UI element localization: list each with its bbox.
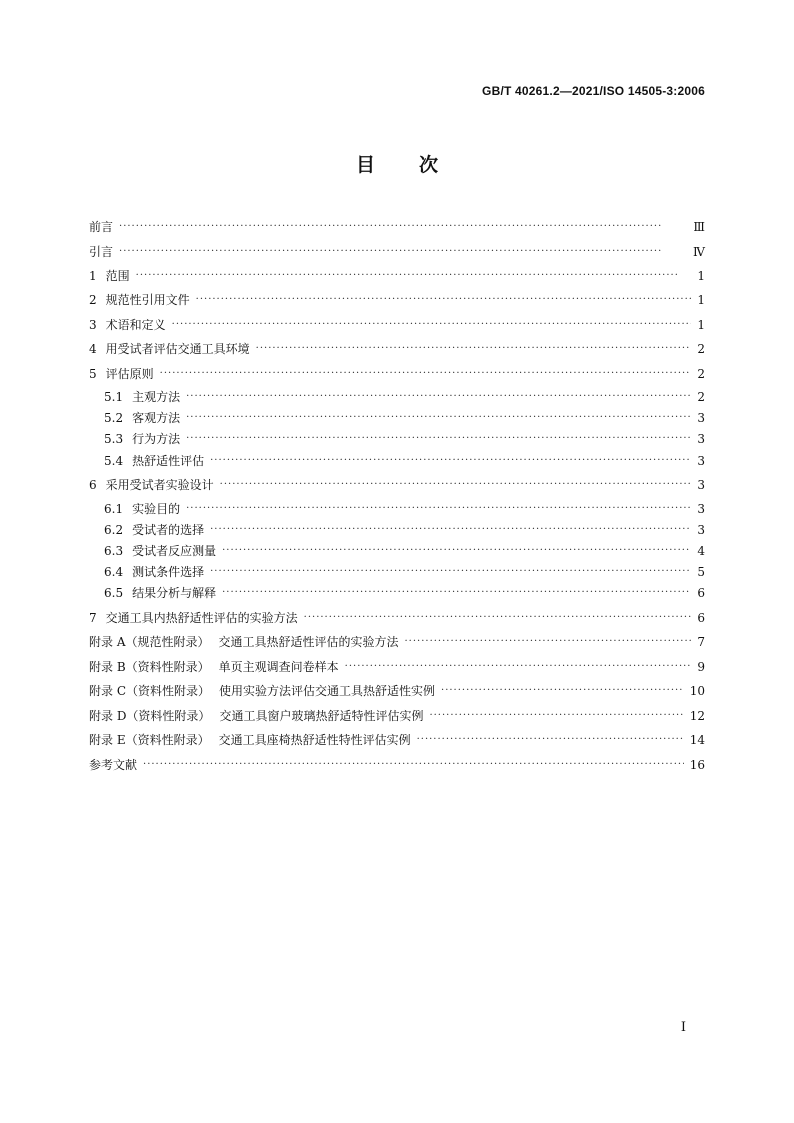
toc-number: 附录 D（资料性附录） [89,709,211,723]
toc-number: 6.4 [104,565,124,579]
toc-leader [304,608,692,628]
toc-label: 受试者的选择 [132,523,205,537]
toc-leader [256,339,692,359]
toc-entry-6-4[interactable] [104,562,705,582]
toc-label: 采用受试者实验设计 [105,478,214,492]
toc-number: 4 [89,342,97,356]
toc-entry-6[interactable] [89,475,705,495]
toc-label: 实验目的 [132,502,181,516]
toc-page: Ⅲ [693,220,705,234]
toc-page: 3 [697,523,705,537]
toc-entry-3[interactable] [89,315,705,335]
toc-number: 附录 E（资料性附录） [89,733,210,747]
toc-number: 7 [89,611,97,625]
toc-entry-bibliography[interactable] [89,755,705,775]
toc-page: 16 [689,758,705,772]
toc-entry-5-1[interactable] [104,387,705,407]
toc-label: 行为方法 [132,432,181,446]
toc-entry-6-1[interactable] [104,499,705,519]
toc-leader [136,266,692,286]
toc-page: 1 [697,318,705,332]
toc-label: 测试条件选择 [132,565,205,579]
toc-page: 5 [697,565,705,579]
toc-label: 受试者反应测量 [132,544,217,558]
toc-number: 附录 A（规范性附录） [89,635,210,649]
toc-entry-annex-d[interactable] [89,706,705,726]
toc-leader [222,541,691,561]
toc-entry-5-4[interactable] [104,451,705,471]
toc-label: 规范性引用文件 [105,293,190,307]
toc-number: 6.3 [104,544,124,558]
toc-number: 5.2 [104,411,124,425]
toc-entry-5-2[interactable] [104,408,705,428]
toc-leader [196,290,692,310]
toc-entry-annex-b[interactable] [89,657,705,677]
toc-page: Ⅳ [693,245,705,259]
toc-entry-5[interactable] [89,364,705,384]
toc-page: 12 [689,709,705,723]
toc-label: 术语和定义 [105,318,166,332]
toc-page: 7 [697,635,705,649]
toc-entry-2[interactable] [89,290,705,310]
toc-number: 附录 B（资料性附录） [89,660,210,674]
toc-number: 5.4 [104,454,124,468]
toc-entry-6-2[interactable] [104,520,705,540]
toc-leader [186,429,691,449]
toc-label: 用受试者评估交通工具环境 [105,342,250,356]
toc-number: 2 [89,293,97,307]
title-char-2: 次 [419,154,439,176]
toc-label: 评估原则 [105,367,154,381]
toc-entry-1[interactable] [89,266,705,286]
toc-entry-introduction[interactable] [89,242,705,262]
toc-page: 3 [697,454,705,468]
toc-number: 1 [89,269,97,283]
toc-number: 附录 C（资料性附录） [89,684,210,698]
toc-entry-foreword[interactable] [89,217,705,237]
toc-label: 交通工具座椅热舒适性特性评估实例 [218,733,411,747]
toc-label: 交通工具内热舒适性评估的实验方法 [105,611,298,625]
toc-leader [186,408,691,428]
page-title [0,150,794,177]
toc-leader [210,562,691,582]
toc-page: 1 [697,269,705,283]
toc-number: 6.2 [104,523,124,537]
toc-page: 6 [697,611,705,625]
toc-label: 使用实验方法评估交通工具热舒适性实例 [219,684,436,698]
toc-leader [220,475,692,495]
toc-entry-annex-a[interactable] [89,632,705,652]
toc-number: 6.5 [104,586,124,600]
toc-label: 单页主观调查问卷样本 [218,660,339,674]
page-folio: I [680,1020,686,1035]
toc-entry-4[interactable] [89,339,705,359]
toc-label: 引言 [89,245,114,259]
toc-leader [345,657,692,677]
toc-label: 参考文献 [89,758,138,772]
toc-leader [405,632,692,652]
toc-page: 3 [697,502,705,516]
toc-page: 3 [697,411,705,425]
toc-label: 客观方法 [132,411,181,425]
title-char-1: 目 [355,154,375,176]
toc-entry-6-5[interactable] [104,583,705,603]
toc-label: 主观方法 [132,390,181,404]
toc-number: 3 [89,318,97,332]
toc-leader [210,520,691,540]
toc-leader [222,583,691,603]
toc-leader [143,755,684,775]
toc-label: 前言 [89,220,114,234]
toc-page: 3 [697,432,705,446]
toc-label: 交通工具热舒适性评估的实验方法 [218,635,399,649]
toc-leader [186,499,691,519]
toc-leader [172,315,692,335]
toc-leader [119,217,687,237]
toc-page: 14 [689,733,705,747]
toc-entry-6-3[interactable] [104,541,705,561]
toc-leader [441,681,684,701]
toc-label: 热舒适性评估 [132,454,205,468]
toc-page: 4 [697,544,705,558]
toc-page: 10 [689,684,705,698]
toc-label: 范围 [105,269,130,283]
toc-leader [186,387,691,407]
toc-leader [417,730,684,750]
toc-page: 1 [697,293,705,307]
toc-number: 6 [89,478,97,492]
toc-page: 9 [697,660,705,674]
toc-page: 3 [697,478,705,492]
toc-leader [160,364,692,384]
toc-leader [210,451,691,471]
toc-number: 5.3 [104,432,124,446]
toc-label: 交通工具窗户玻璃热舒适特性评估实例 [219,709,424,723]
toc-page: 2 [697,342,705,356]
toc-leader [119,242,687,262]
toc-entry-7[interactable] [89,608,705,628]
toc-number: 5.1 [104,390,124,404]
toc-leader [429,706,683,726]
toc-page: 2 [697,390,705,404]
toc-entry-5-3[interactable] [104,429,705,449]
toc-number: 5 [89,367,97,381]
toc-page: 6 [697,586,705,600]
standard-code: GB/T 40261.2—2021/ISO 14505-3:2006 [482,84,705,98]
toc-entry-annex-c[interactable] [89,681,705,701]
toc-page: 2 [697,367,705,381]
toc-label: 结果分析与解释 [132,586,217,600]
toc-entry-annex-e[interactable] [89,730,705,750]
toc-number: 6.1 [104,502,124,516]
